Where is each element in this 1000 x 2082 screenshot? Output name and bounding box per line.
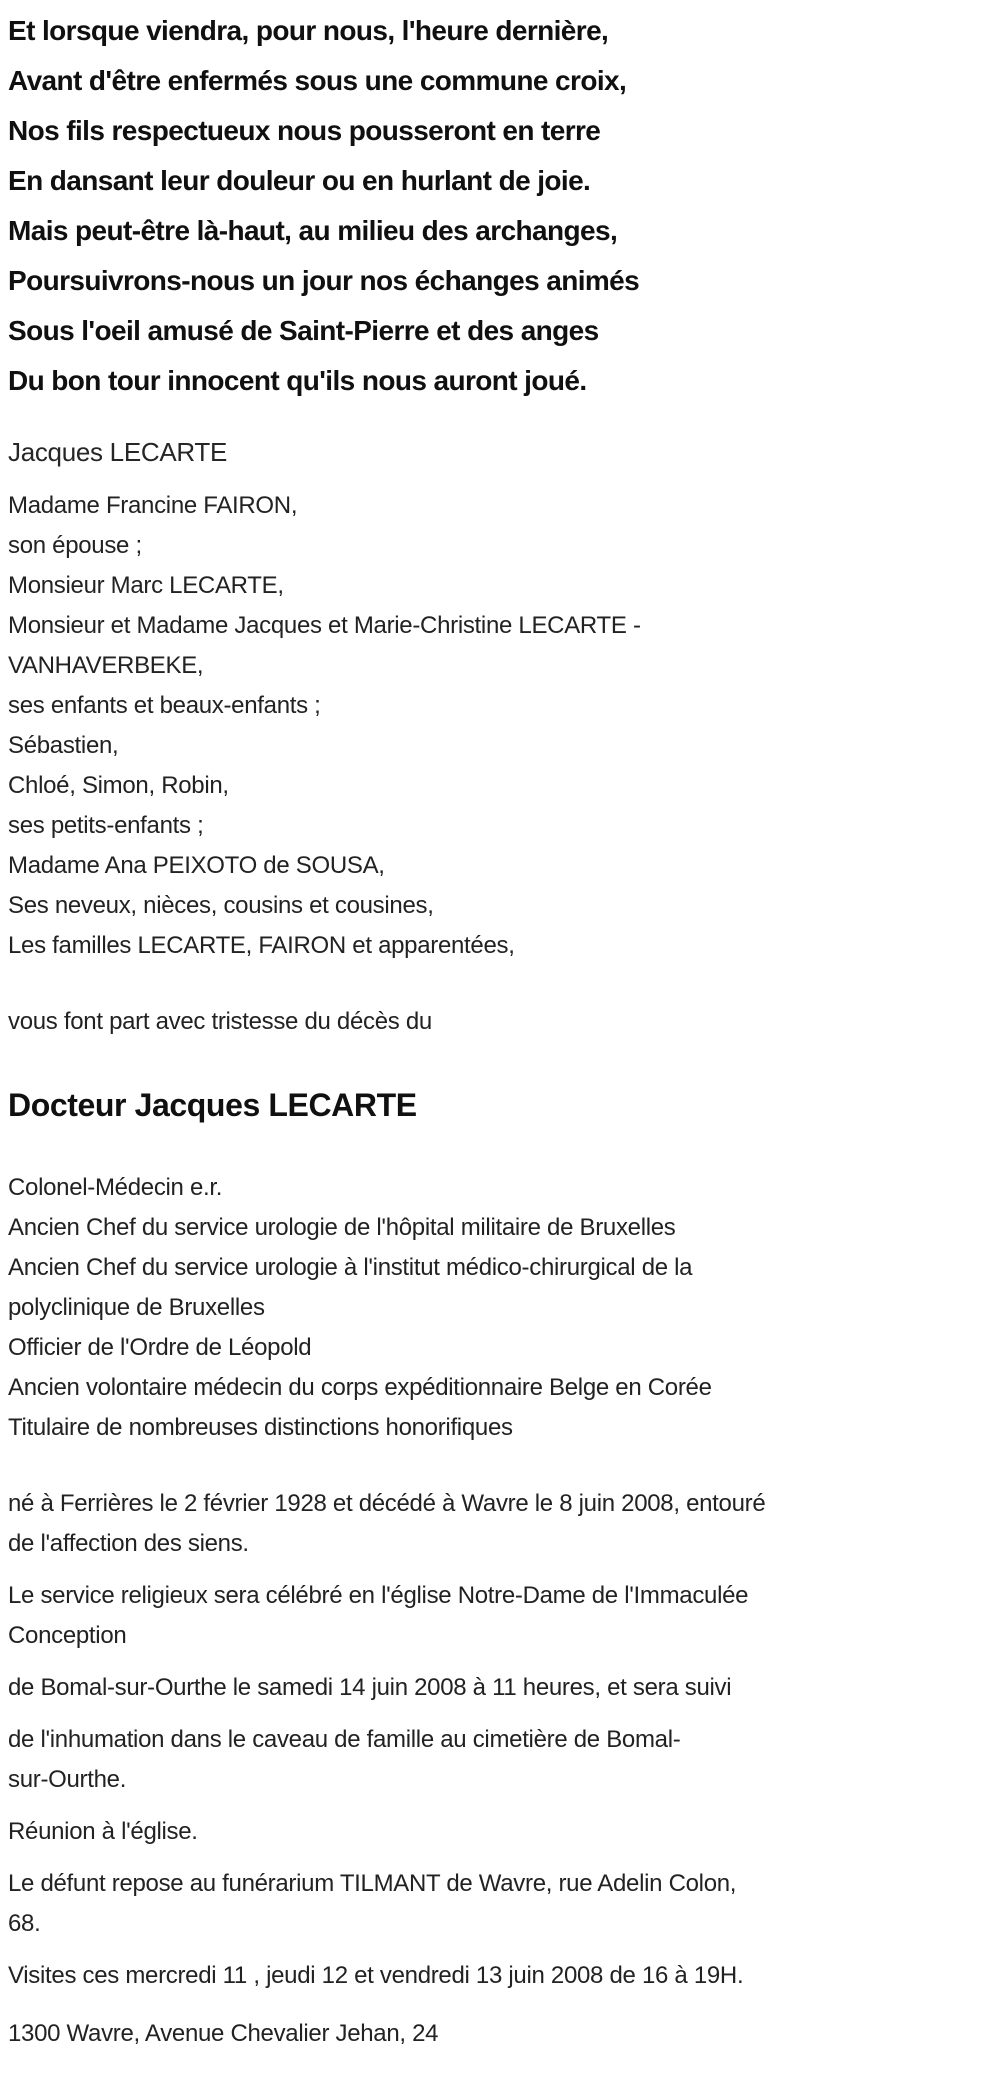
honor-line: Colonel-Médecin e.r. [8, 1174, 223, 1201]
honor-line: Ancien volontaire médecin du corps expéditionnaire Belge en Corée [8, 1374, 712, 1401]
family-list [8, 486, 990, 966]
visits-paragraph [8, 1956, 990, 1996]
honors-list [8, 1168, 990, 1448]
poem-line-3: Nos fils respectueux nous pousseront en terre [8, 115, 601, 146]
page-title: Docteur Jacques LECARTE [8, 1087, 417, 1123]
family-line: Les familles LECARTE, FAIRON et apparentées, [8, 932, 515, 959]
poem-line-7: Sous l'oeil amusé de Saint-Pierre et des anges [8, 315, 599, 346]
memorial-poem [8, 6, 990, 406]
family-line: Sébastien, [8, 732, 119, 759]
announcement-text: vous font part avec tristesse du décès du [8, 1008, 432, 1035]
poem-line-4: En dansant leur douleur ou en hurlant de joie. [8, 165, 591, 196]
service-paragraph [8, 1576, 990, 1656]
address-line: 1300 Wavre, Avenue Chevalier Jehan, 24 [8, 2020, 439, 2047]
family-relation: ses enfants et beaux-enfants ; [8, 692, 321, 719]
poem-line-8: Du bon tour innocent qu'ils nous auront joué. [8, 365, 587, 396]
funerarium-paragraph [8, 1864, 990, 1944]
honor-line: Ancien Chef du service urologie de l'hôpital militaire de Bruxelles [8, 1214, 676, 1241]
honor-line: Officier de l'Ordre de Léopold [8, 1334, 312, 1361]
detail-line: 68. [8, 1910, 41, 1937]
detail-line: de l'affection des siens. [8, 1530, 249, 1557]
poem-line-6: Poursuivrons-nous un jour nos échanges animés [8, 265, 640, 296]
detail-line: Réunion à l'église. [8, 1818, 198, 1845]
detail-line: sur-Ourthe. [8, 1766, 127, 1793]
family-relation: ses petits-enfants ; [8, 812, 204, 839]
birth-death-paragraph [8, 1484, 990, 1564]
family-line: Ses neveux, nièces, cousins et cousines, [8, 892, 434, 919]
honor-line: Ancien Chef du service urologie à l'institut médico-chirurgical de la [8, 1254, 693, 1281]
detail-line: de l'inhumation dans le caveau de famille au cimetière de Bomal- [8, 1726, 681, 1753]
funeral-details [8, 1484, 990, 1996]
detail-line: de Bomal-sur-Ourthe le samedi 14 juin 2008 à 11 heures, et sera suivi [8, 1674, 732, 1701]
service-date-paragraph [8, 1668, 990, 1708]
poem-line-1: Et lorsque viendra, pour nous, l'heure dernière, [8, 15, 609, 46]
poem-line-5: Mais peut-être là-haut, au milieu des archanges, [8, 215, 618, 246]
family-line: Chloé, Simon, Robin, [8, 772, 229, 799]
detail-line: Le service religieux sera célébré en l'église Notre-Dame de l'Immaculée [8, 1582, 749, 1609]
detail-line: Conception [8, 1622, 127, 1649]
family-line: Madame Francine FAIRON, [8, 492, 298, 519]
detail-line: né à Ferrières le 2 février 1928 et décédé à Wavre le 8 juin 2008, entouré [8, 1490, 766, 1517]
meeting-paragraph [8, 1812, 990, 1852]
family-line: Monsieur et Madame Jacques et Marie-Christine LECARTE - [8, 612, 641, 639]
detail-line: Le défunt repose au funérarium TILMANT de Wavre, rue Adelin Colon, [8, 1870, 737, 1897]
family-line: Madame Ana PEIXOTO de SOUSA, [8, 852, 385, 879]
family-line: VANHAVERBEKE, [8, 652, 204, 679]
poem-line-2: Avant d'être enfermés sous une commune croix, [8, 65, 627, 96]
family-relation: son épouse ; [8, 532, 142, 559]
inhumation-paragraph [8, 1720, 990, 1800]
honor-line: polyclinique de Bruxelles [8, 1294, 265, 1321]
deceased-name-intro: Jacques LECARTE [8, 437, 228, 467]
detail-line: Visites ces mercredi 11 , jeudi 12 et vendredi 13 juin 2008 de 16 à 19H. [8, 1962, 744, 1989]
family-line: Monsieur Marc LECARTE, [8, 572, 284, 599]
honor-line: Titulaire de nombreuses distinctions honorifiques [8, 1414, 513, 1441]
